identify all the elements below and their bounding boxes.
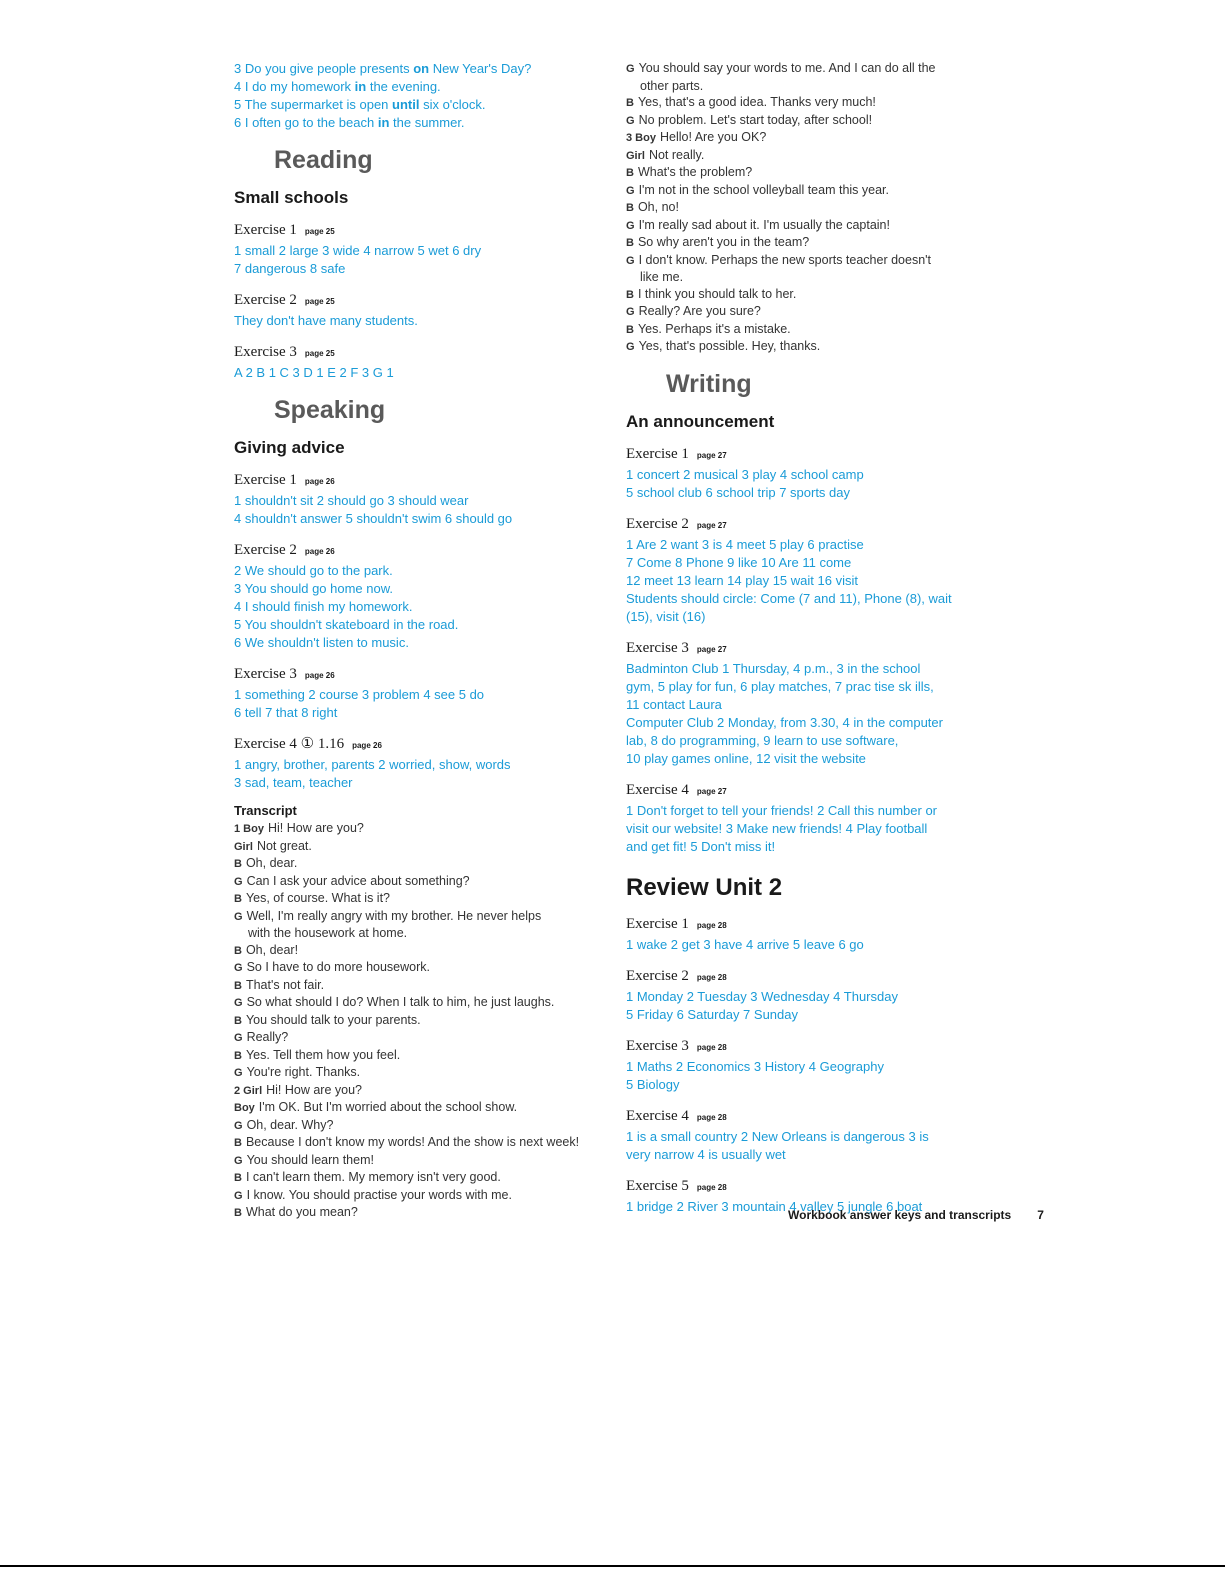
answer-text: the evening. <box>366 79 441 94</box>
answer-line: 1 shouldn't sit 2 should go 3 should wear <box>234 493 469 508</box>
page-ref: page 28 <box>696 1112 727 1122</box>
transcript-line <box>626 78 1016 95</box>
speaker-label: Girl <box>234 840 253 853</box>
speech-text: Not really. <box>648 147 705 162</box>
transcript-line <box>626 112 1016 130</box>
footer-title: Workbook answer keys and transcripts <box>788 1208 1012 1222</box>
page-ref: page 25 <box>304 227 335 236</box>
exercise-heading <box>234 470 604 492</box>
speech-text: with the housework at home. <box>248 926 408 940</box>
answer-line: 1 Are 2 want 3 is 4 meet 5 play 6 practise <box>626 536 864 552</box>
speaker-label: G <box>626 306 635 318</box>
speaker-label: G <box>234 1032 243 1044</box>
subtitle-announcement: An announcement <box>626 411 775 431</box>
exercise-heading <box>626 914 1016 936</box>
transcript-line <box>234 1064 604 1082</box>
speaker-label: B <box>626 288 634 301</box>
exercise-heading <box>626 1176 1016 1198</box>
answer-line: very narrow 4 is usually wet <box>626 1146 786 1162</box>
answer-line: 1 wake 2 get 3 have 4 arrive 5 leave 6 go <box>626 936 864 952</box>
exercise-label: Exercise 4 ① 1.16 <box>234 736 345 752</box>
transcript-line <box>626 129 1016 147</box>
exercise-label: Exercise 3 <box>234 344 297 360</box>
speaker-label: 1 Boy <box>234 823 264 835</box>
speaker-label: B <box>626 237 634 249</box>
transcript-line <box>234 1117 604 1135</box>
key-word: on <box>413 61 430 76</box>
transcript-line <box>626 321 1016 339</box>
transcript-line <box>234 908 604 926</box>
speech-text: So what should I do? When I talk to him, he just laughs. <box>246 995 555 1009</box>
transcript-line <box>234 1029 604 1047</box>
speech-text: Oh, dear. Why? <box>246 1117 334 1132</box>
speech-text: Really? Are you sure? <box>638 304 761 318</box>
speaker-label: G <box>234 1189 243 1202</box>
speaker-label: B <box>234 1172 242 1184</box>
speech-text: That's not fair. <box>245 977 325 992</box>
transcript-line <box>234 890 604 908</box>
exercise-heading <box>626 638 1016 660</box>
speaker-label: 3 Boy <box>626 132 656 144</box>
speech-text: So why aren't you in the team? <box>637 235 810 249</box>
speech-text: Hi! How are you? <box>266 1082 362 1097</box>
answer-text: six o'clock. <box>419 97 486 112</box>
answer-line <box>234 114 604 132</box>
answer-line: 4 I should finish my homework. <box>234 599 413 614</box>
transcript-line <box>234 942 604 960</box>
section-title-writing: Writing <box>666 369 752 398</box>
transcript-line <box>626 147 1016 165</box>
answer-line: 7 Come 8 Phone 9 like 10 Are 11 come <box>626 554 852 570</box>
page-ref: page 26 <box>304 547 335 556</box>
subtitle-small-schools: Small schools <box>234 188 349 207</box>
transcript-line <box>234 925 604 942</box>
transcript-line <box>234 1204 604 1222</box>
exercise-heading <box>626 966 1016 988</box>
page-number: 7 <box>1037 1208 1044 1222</box>
answer-line: 4 shouldn't answer 5 shouldn't swim 6 should go <box>234 511 513 526</box>
answer-line: 6 tell 7 that 8 right <box>234 705 338 720</box>
page-ref: page 26 <box>304 477 335 486</box>
answer-line: 1 is a small country 2 New Orleans is dangerous 3 is <box>626 1128 929 1144</box>
speaker-label: B <box>234 944 242 957</box>
speech-text: other parts. <box>640 78 704 93</box>
speech-text: Hi! How are you? <box>267 821 364 835</box>
speaker-label: 2 Girl <box>234 1084 263 1097</box>
answer-text: New Year's Day? <box>429 61 532 76</box>
speech-text: Yes. Perhaps it's a mistake. <box>637 321 791 336</box>
answer-line: lab, 8 do programming, 9 learn to use software, <box>626 732 899 748</box>
answer-text: the summer. <box>389 115 465 130</box>
answer-text: 6 I often go to the beach <box>234 115 378 130</box>
transcript-line <box>234 1099 604 1117</box>
transcript-line <box>234 977 604 995</box>
exercise-heading <box>626 1036 1016 1058</box>
speech-text: Oh, dear! <box>245 942 299 957</box>
speaker-label: G <box>234 997 243 1009</box>
section-title-reading: Reading <box>274 146 373 174</box>
page-ref: page 28 <box>696 1182 727 1192</box>
transcript-line <box>234 1012 604 1030</box>
page-ref: page 27 <box>696 644 727 654</box>
transcript-line <box>626 269 1016 286</box>
answer-line: 1 bridge 2 River 3 mountain 4 valley 5 jungle 6 boat <box>626 1198 923 1214</box>
transcript-title: Transcript <box>234 803 297 818</box>
answer-line: 1 Maths 2 Economics 3 History 4 Geography <box>626 1058 884 1074</box>
answer-line: 1 angry, brother, parents 2 worried, show, words <box>234 757 511 772</box>
transcript-line <box>626 94 1016 112</box>
speaker-label: G <box>626 219 635 232</box>
key-word: in <box>377 115 390 130</box>
exercise-heading <box>234 342 604 364</box>
exercise-heading <box>234 540 604 562</box>
speaker-label: Girl <box>626 149 645 162</box>
speech-text: I can't learn them. My memory isn't very good. <box>245 1170 501 1184</box>
answer-line: 3 sad, team, teacher <box>234 775 353 790</box>
speech-text: You should talk to your parents. <box>245 1012 421 1027</box>
speaker-label: B <box>234 1207 242 1219</box>
answer-line: 1 Monday 2 Tuesday 3 Wednesday 4 Thursday <box>626 988 898 1004</box>
exercise-heading <box>234 290 604 312</box>
speech-text: like me. <box>640 270 684 284</box>
answer-line <box>234 60 604 78</box>
page-ref: page 28 <box>696 1042 727 1052</box>
speaker-label: G <box>626 254 635 267</box>
page-ref: page 28 <box>696 920 727 930</box>
answer-line: 2 We should go to the park. <box>234 563 393 578</box>
speaker-label: G <box>234 1119 243 1132</box>
exercise-heading <box>626 514 1016 536</box>
exercise-label: Exercise 3 <box>234 666 297 682</box>
speaker-label: B <box>626 97 634 109</box>
answer-line: gym, 5 play for fun, 6 play matches, 7 prac tise sk ills, <box>626 678 934 694</box>
speaker-label: B <box>234 858 242 870</box>
exercise-label: Exercise 1 <box>234 222 297 238</box>
exercise-heading <box>234 734 604 756</box>
answer-line: 5 school club 6 school trip 7 sports day <box>626 484 851 500</box>
speaker-label: G <box>234 962 243 974</box>
transcript-line <box>234 1134 604 1152</box>
answer-line: 11 contact Laura <box>626 696 722 712</box>
speaker-label: G <box>626 341 635 353</box>
speech-text: You should say your words to me. And I can do all the <box>638 61 936 75</box>
speech-text: I'm OK. But I'm worried about the school show. <box>258 1100 518 1114</box>
page-ref: page 26 <box>352 741 382 750</box>
speech-text: I know. You should practise your words with me. <box>246 1187 512 1202</box>
review-unit-title: Review Unit 2 <box>626 873 783 901</box>
answer-line: 5 You shouldn't skateboard in the road. <box>234 617 459 632</box>
speech-text: No problem. Let's start today, after school! <box>638 112 873 127</box>
answer-line: Students should circle: Come (7 and 11), Phone (8), wait <box>626 590 952 606</box>
answer-line: 7 dangerous 8 safe <box>234 261 346 276</box>
exercise-heading <box>626 1106 1016 1128</box>
left-column <box>234 60 604 1222</box>
speaker-label: B <box>234 1049 242 1062</box>
answer-text: 3 Do you give people presents <box>234 61 414 76</box>
speech-text: I'm really sad about it. I'm usually the captain! <box>638 217 890 232</box>
answer-line: 5 Friday 6 Saturday 7 Sunday <box>626 1006 798 1022</box>
speech-text: Oh, no! <box>637 200 679 214</box>
page-ref: page 25 <box>304 349 335 358</box>
speech-text: I think you should talk to her. <box>637 286 797 301</box>
transcript-line <box>626 286 1016 304</box>
speaker-label: B <box>234 1014 242 1027</box>
transcript-line <box>234 1187 604 1205</box>
speech-text: What do you mean? <box>245 1205 358 1219</box>
page-ref: page 26 <box>304 671 335 680</box>
answer-line <box>234 96 604 114</box>
speech-text: Oh, dear. <box>245 856 298 870</box>
exercise-label: Exercise 2 <box>626 515 689 532</box>
transcript-line <box>234 994 604 1012</box>
transcript-line <box>234 1169 604 1187</box>
page-ref: page 27 <box>696 520 727 530</box>
page-ref: page 27 <box>696 450 727 460</box>
right-column <box>626 60 1016 1216</box>
speech-text: Yes, of course. What is it? <box>245 891 391 905</box>
speech-text: Really? <box>246 1030 289 1044</box>
speech-text: Yes. Tell them how you feel. <box>245 1047 401 1062</box>
speech-text: Well, I'm really angry with my brother. He never helps <box>246 908 542 923</box>
exercise-label: Exercise 3 <box>626 1037 689 1054</box>
page-footer <box>788 1208 1044 1222</box>
answer-line: Computer Club 2 Monday, from 3.30, 4 in the computer <box>626 714 943 730</box>
speech-text: Can I ask your advice about something? <box>246 873 470 888</box>
transcript-line <box>234 838 604 856</box>
page-ref: page 25 <box>304 297 335 306</box>
subtitle-giving-advice: Giving advice <box>234 438 345 457</box>
bottom-rule <box>0 1565 1225 1567</box>
speech-text: You're right. Thanks. <box>246 1065 361 1079</box>
transcript-line <box>234 873 604 891</box>
answer-line: and get fit! 5 Don't miss it! <box>626 838 776 854</box>
exercise-heading <box>234 664 604 686</box>
transcript-line <box>626 60 1016 78</box>
transcript-line <box>234 820 604 838</box>
exercise-label: Exercise 1 <box>234 472 297 488</box>
transcript-line <box>626 199 1016 217</box>
exercise-label: Exercise 4 <box>626 1107 689 1124</box>
speaker-label: B <box>234 893 242 905</box>
transcript-line <box>626 338 1016 356</box>
answer-line: Badminton Club 1 Thursday, 4 p.m., 3 in the school <box>626 660 921 676</box>
speech-text: So I have to do more housework. <box>246 960 430 974</box>
exercise-heading <box>626 780 1016 802</box>
speech-text: You should learn them! <box>246 1152 374 1167</box>
speech-text: Yes, that's a good idea. Thanks very much! <box>637 95 876 109</box>
answer-line: A 2 B 1 C 3 D 1 E 2 F 3 G 1 <box>234 365 394 380</box>
answer-line: They don't have many students. <box>234 313 418 328</box>
exercise-label: Exercise 2 <box>234 542 297 558</box>
speaker-label: G <box>626 184 635 197</box>
transcript-line <box>626 303 1016 321</box>
key-word: until <box>392 97 420 112</box>
answer-text: 4 I do my homework <box>234 79 355 94</box>
answer-line: 1 something 2 course 3 problem 4 see 5 do <box>234 687 485 702</box>
answer-line: 12 meet 13 learn 14 play 15 wait 16 visit <box>626 572 858 588</box>
exercise-label: Exercise 2 <box>626 967 689 984</box>
exercise-label: Exercise 5 <box>626 1177 689 1194</box>
transcript-line <box>626 217 1016 235</box>
page-ref: page 27 <box>696 786 727 796</box>
transcript-line <box>234 959 604 977</box>
speaker-label: B <box>626 323 634 336</box>
answer-line: 1 Don't forget to tell your friends! 2 Call this number or <box>626 802 938 818</box>
speaker-label: B <box>234 979 242 992</box>
exercise-label: Exercise 4 <box>626 781 689 798</box>
speaker-label: G <box>234 910 243 923</box>
speech-text: I'm not in the school volleyball team this year. <box>638 182 889 197</box>
section-title-speaking: Speaking <box>274 396 386 424</box>
answer-line: 1 small 2 large 3 wide 4 narrow 5 wet 6 dry <box>234 243 482 258</box>
transcript-line <box>626 234 1016 252</box>
transcript-line <box>626 182 1016 200</box>
answer-line: (15), visit (16) <box>626 608 706 624</box>
answer-text: 5 The supermarket is open <box>234 97 393 112</box>
exercise-label: Exercise 1 <box>626 915 689 932</box>
speech-text: What's the problem? <box>637 165 753 179</box>
page-ref: page 28 <box>696 972 727 982</box>
answer-line: visit our website! 3 Make new friends! 4 Play football <box>626 820 928 836</box>
speaker-label: G <box>626 114 635 127</box>
speaker-label: Boy <box>234 1102 255 1114</box>
transcript-line <box>234 1152 604 1170</box>
speech-text: Not great. <box>256 838 312 853</box>
speech-text: Hello! Are you OK? <box>659 130 767 144</box>
answer-line: 6 We shouldn't listen to music. <box>234 635 409 650</box>
speech-text: I don't know. Perhaps the new sports teacher doesn't <box>638 252 932 267</box>
speaker-label: G <box>626 63 635 75</box>
transcript-line <box>626 252 1016 270</box>
speaker-label: B <box>626 202 634 214</box>
speaker-label: G <box>234 875 243 888</box>
transcript-line <box>234 855 604 873</box>
answer-line: 5 Biology <box>626 1076 680 1092</box>
speaker-label: G <box>234 1067 243 1079</box>
exercise-label: Exercise 3 <box>626 639 689 656</box>
exercise-heading <box>626 444 1016 466</box>
speaker-label: G <box>234 1154 243 1167</box>
exercise-label: Exercise 1 <box>626 445 689 462</box>
speech-text: Yes, that's possible. Hey, thanks. <box>638 339 821 353</box>
key-word: in <box>354 79 367 94</box>
answer-line <box>234 78 604 96</box>
answer-line: 10 play games online, 12 visit the website <box>626 750 866 766</box>
transcript-line <box>234 1082 604 1100</box>
transcript-line <box>234 1047 604 1065</box>
exercise-heading <box>234 220 604 242</box>
answer-line: 1 concert 2 musical 3 play 4 school camp <box>626 466 864 482</box>
transcript-line <box>626 164 1016 182</box>
speaker-label: B <box>234 1137 242 1149</box>
exercise-label: Exercise 2 <box>234 292 297 308</box>
answer-line: 3 You should go home now. <box>234 581 394 596</box>
speaker-label: B <box>626 167 634 179</box>
speech-text: Because I don't know my words! And the show is next week! <box>245 1135 580 1149</box>
